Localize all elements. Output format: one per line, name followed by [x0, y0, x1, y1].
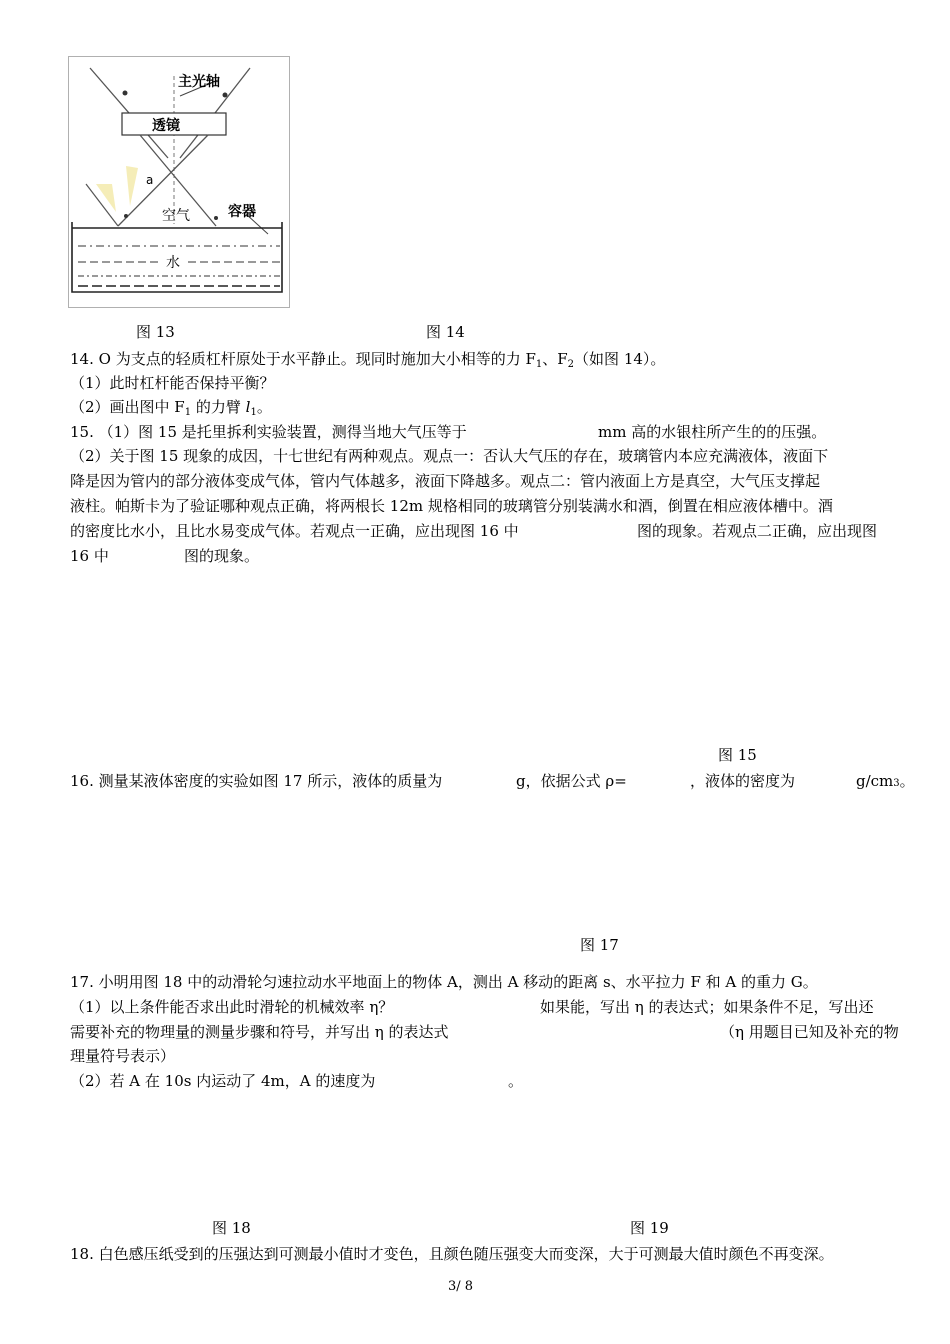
q15-line1a: 15. （1）图 15 是托里拆利实验装置，测得当地大气压等于	[70, 423, 467, 441]
q17-line5a: （2）若 A 在 10s 内运动了 4m，A 的速度为	[70, 1072, 376, 1090]
q14-line1: 14. O 为支点的轻质杠杆原处于水平静止。现同时施加大小相等的力 $F_1$、$F_2$（如图 14）。	[70, 350, 666, 370]
label-axis: 主光轴	[178, 74, 220, 90]
label-container: 容器	[228, 204, 256, 220]
q16-part-c: ，液体的密度为	[690, 772, 796, 790]
caption-fig17: 图 17	[580, 936, 619, 954]
q15-line1b: mm 高的水银柱所产生的的压强。	[598, 423, 827, 441]
q15-line6b: 图的现象。	[184, 547, 260, 565]
caption-fig13: 图 13	[136, 323, 175, 341]
q15-line2: （2）关于图 15 现象的成因，十七世纪有两种观点。观点一：否认大气压的存在，玻璃管内本应充满液体，液面下	[70, 447, 829, 465]
q14-part2: （2）画出图中 $F_1$ 的力臂 $l_1$。	[70, 398, 272, 418]
q17-line3b: （η 用题目已知及补充的物	[720, 1023, 899, 1041]
q17-line1: 17. 小明用图 18 中的动滑轮匀速拉动水平地面上的物体 A，测出 A 移动的距离 s、水平拉力 F 和 A 的重力 G。	[70, 973, 818, 991]
q16-part-d: g/cm3。	[856, 772, 915, 790]
q16-part-b: g，依据公式 ρ=	[516, 772, 627, 790]
q15-line5a: 的密度比水小，且比水易变成气体。若观点一正确，应出现图 16 中	[70, 522, 519, 540]
q17-line5b: 。	[508, 1072, 524, 1090]
q17-line4: 理量符号表示）	[70, 1047, 176, 1065]
q14-part1: （1）此时杠杆能否保持平衡？	[70, 374, 275, 392]
q18-line1: 18. 白色感压纸受到的压强达到可测最小值时才变色，且颜色随压强变大而变深，大于可测最大值时颜色不再变深。	[70, 1245, 834, 1263]
q16-part-a: 16. 测量某液体密度的实验如图 17 所示，液体的质量为	[70, 772, 443, 790]
figure-13	[68, 56, 290, 308]
q15-line4: 液柱。帕斯卡为了验证哪种观点正确，将两根长 12m 规格相同的玻璃管分别装满水和酒，倒置在相应液体槽中。酒	[70, 497, 833, 515]
figure-13-diagram	[68, 56, 290, 308]
q17-line3a: 需要补充的物理量的测量步骤和符号，并写出 η 的表达式	[70, 1023, 449, 1041]
q15-line5b: 图的现象。若观点二正确，应出现图	[637, 522, 878, 540]
label-water: 水	[166, 255, 180, 271]
q15-line6a: 16 中	[70, 547, 109, 565]
label-lens: 透镜	[152, 118, 180, 134]
label-air: 空气	[162, 208, 190, 224]
q17-line2a: （1）以上条件能否求出此时滑轮的机械效率 η？	[70, 998, 394, 1016]
q15-line3: 降是因为管内的部分液体变成气体，管内气体越多，液面下降越多。观点二：管内液面上方是真空，大气压支撑起	[70, 472, 821, 490]
q17-line2b: 如果能，写出 η 的表达式；如果条件不足，写出还	[540, 998, 874, 1016]
label-a: a	[146, 173, 154, 187]
caption-fig14: 图 14	[426, 323, 465, 341]
caption-fig19: 图 19	[630, 1219, 669, 1237]
caption-fig15: 图 15	[718, 746, 757, 764]
caption-fig18: 图 18	[212, 1219, 251, 1237]
page-number: 3/ 8	[448, 1279, 474, 1294]
